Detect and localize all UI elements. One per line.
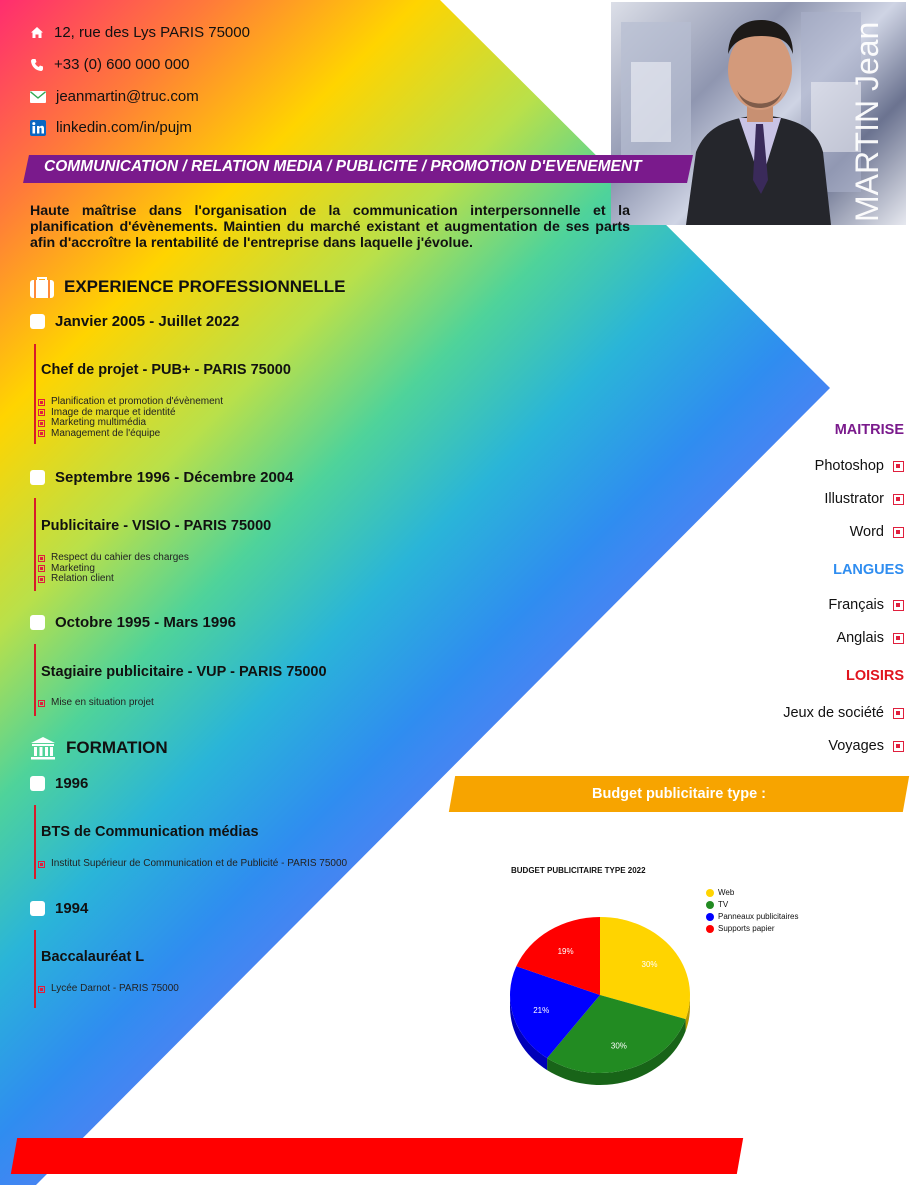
bullet-icon [38,986,45,993]
checkbox-icon [30,615,45,630]
linkedin-icon [30,120,46,136]
bullet-icon [38,565,45,572]
list-item: Respect du cahier des charges [38,553,189,564]
timeline-line [34,498,36,591]
job-title: COMMUNICATION / RELATION MEDIA / PUBLICITE / PROMOTION D'EVENEMENT [44,158,642,175]
language-item: Français [654,597,904,613]
legend-label: Supports papier [718,924,775,933]
task-list [38,553,189,585]
bullet-icon [38,576,45,583]
pie-chart [500,910,700,1090]
diploma-2: Baccalauréat L [41,949,145,965]
langues-heading: LANGUES [833,562,904,578]
legend-item [706,912,799,921]
pie-label: 30% [610,1041,627,1051]
task-list [38,984,179,995]
bullet-icon [893,494,904,505]
bullet-icon [893,741,904,752]
period-text: Octobre 1995 - Mars 1996 [55,614,236,631]
list-item: Management de l'équipe [38,429,223,440]
experience-heading [30,276,346,298]
bullet-icon [893,527,904,538]
linkedin-text[interactable]: linkedin.com/in/pujm [56,119,192,136]
formation-heading [30,736,168,760]
task-list [38,859,347,870]
checkbox-icon [30,776,45,791]
envelope-icon [30,91,46,103]
list-item: Relation client [38,574,189,585]
bullet-icon [38,399,45,406]
task-list [38,397,223,439]
bullet-icon [893,708,904,719]
bullet-icon [38,700,45,707]
list-item: Lycée Darnot - PARIS 75000 [38,984,179,995]
loisirs-heading: LOISIRS [845,668,904,684]
summary: Haute maîtrise dans l'organisation de la communication interpersonnelle et la planification d'évènements. Maintien du marché existant et augmentation de ses parts afin d'accroître la rentabilité de l'entreprise dans laquelle j'évolue. [30,203,630,251]
list-item: Mise en situation projet [38,698,154,709]
experience-heading-text: EXPERIENCE PROFESSIONNELLE [64,277,346,296]
list-item: Image de marque et identité [38,408,223,419]
formation-period [30,900,88,917]
address-text: 12, rue des Lys PARIS 75000 [54,24,250,41]
list-item: Planification et promotion d'évènement [38,397,223,408]
experience-period [30,614,236,631]
legend-label: TV [718,900,729,909]
legend-swatch [706,889,714,897]
email-text[interactable]: jeanmartin@truc.com [56,88,199,105]
timeline-line [34,805,36,879]
briefcase-icon [30,276,54,298]
period-text: 1996 [55,775,89,792]
experience-period [30,313,239,330]
legend-swatch [706,913,714,921]
bullet-icon [38,555,45,562]
job-title-2: Publicitaire - VISIO - PARIS 75000 [41,518,272,534]
job-title-1: Chef de projet - PUB+ - PARIS 75000 [41,362,291,378]
bullet-icon [38,861,45,868]
bullet-icon [38,409,45,416]
checkbox-icon [30,314,45,329]
bullet-icon [893,461,904,472]
contact-address [30,24,250,41]
timeline-line [34,644,36,716]
pie-label: 21% [533,1005,550,1015]
checkbox-icon [30,470,45,485]
list-item: Marketing multimédia [38,418,223,429]
formation-heading-text: FORMATION [66,738,168,757]
language-item: Anglais [654,630,904,646]
bullet-icon [893,600,904,611]
maitrise-heading: MAITRISE [834,422,904,438]
chart-title: BUDGET PUBLICITAIRE TYPE 2022 [511,866,646,875]
chart-legend [706,888,799,936]
bullet-icon [893,633,904,644]
legend-swatch [706,925,714,933]
experience-period [30,469,293,486]
hobby-item: Voyages [654,738,904,754]
timeline-line [34,930,36,1008]
job-title-3: Stagiaire publicitaire - VUP - PARIS 75000 [41,664,327,680]
skill-item: Photoshop [654,458,904,474]
legend-label: Web [718,888,735,897]
contact-email [30,88,199,105]
pie-label: 19% [557,947,574,957]
name-vertical [846,6,902,222]
formation-period [30,775,88,792]
legend-item [706,924,799,933]
home-icon [30,26,44,39]
budget-heading: Budget publicitaire type : [591,786,766,802]
period-text: Janvier 2005 - Juillet 2022 [55,313,240,330]
checkbox-icon [30,901,45,916]
bullet-icon [38,420,45,427]
task-list [38,698,154,709]
contact-linkedin [30,119,192,136]
period-text: 1994 [55,900,89,917]
timeline-line [34,344,36,444]
name-text: MARTIN Jean [849,21,885,222]
pie-label: 30% [641,959,658,969]
list-item: Institut Supérieur de Communication et de Publicité - PARIS 75000 [38,859,347,870]
institution-icon [30,736,56,760]
diploma-1: BTS de Communication médias [41,824,259,840]
bullet-icon [38,430,45,437]
skill-item: Illustrator [654,491,904,507]
list-item: Marketing [38,564,189,575]
bottom-band [11,1138,743,1174]
legend-item [706,888,799,897]
period-text: Septembre 1996 - Décembre 2004 [55,469,294,486]
phone-text: +33 (0) 600 000 000 [54,56,190,73]
contact-phone [30,56,190,73]
legend-item [706,900,799,909]
hobby-item: Jeux de société [654,705,904,721]
legend-swatch [706,901,714,909]
skill-item: Word [654,524,904,540]
phone-icon [30,58,44,72]
legend-label: Panneaux publicitaires [718,912,799,921]
